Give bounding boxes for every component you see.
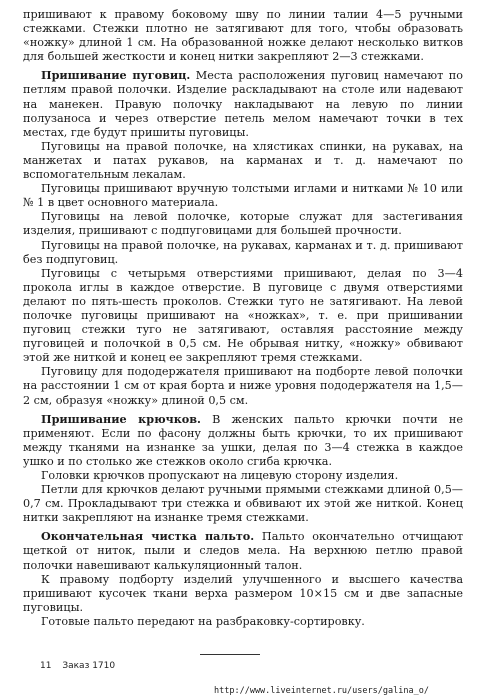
paragraph-text: Пуговицы на правой полочке, на хлястиках спинки, на рукавах, на манжетах и патах рукавов, на карманах и т. д. намечают по вспомогательным лекалам. bbox=[23, 139, 463, 182]
page-body bbox=[23, 8, 463, 629]
paragraph bbox=[23, 140, 463, 182]
paragraph-text: Пальто окончательно отчищают щеткой от ниток, пыли и следов мела. На верхнюю петлю правой полочки навешивают калькуляционный талон. bbox=[23, 530, 464, 572]
page-footer bbox=[40, 661, 115, 671]
paragraph-text: Пуговицы на правой полочке, на рукавах, карманах и т. д. пришивают без подпуговиц. bbox=[23, 238, 463, 266]
paragraph bbox=[23, 615, 463, 629]
paragraph-text: пришивают к правому боковому шву по линии талии 4—5 ручными стежками. Стежки плотно не затягивают для того, чтобы образовать «ножку» длиной 1 см. На образованной ножке делают несколько витков для большей жесткости и конец нитки закрепляют 2—3 стежками. bbox=[23, 8, 463, 64]
paragraph-text: К правому подборту изделий улучшенного и высшего качества пришивают кусочек ткани верха размером 10×15 см и две запасные пуговицы. bbox=[23, 572, 463, 614]
paragraph-text: В женских пальто крючки почти не применяют. Если по фасону должны быть крючки, то их пришивают между тканями на изнанке за ушки, делая по 3—4 стежка в каждое ушко и по столько же стежков около сгиба крючка. bbox=[23, 412, 463, 468]
print-order: Заказ 1710 bbox=[62, 661, 116, 671]
source-url: http://www.liveinternet.ru/users/galina_o/ bbox=[214, 686, 429, 696]
section-paragraph-buttons bbox=[23, 68, 463, 139]
section-paragraph-cleaning bbox=[23, 529, 463, 572]
paragraph-text: Пуговицы пришивают вручную толстыми иглами и нитками № 10 или № 1 в цвет основного материала. bbox=[23, 182, 463, 210]
paragraph bbox=[23, 8, 463, 64]
paragraph bbox=[23, 573, 463, 615]
paragraph-text: Пуговицу для пододержателя пришивают на подборте левой полочки на расстоянии 1 см от края борта и ниже уровня пододержателя на 1,5—2 см, образуя «ножку» длиной 0,5 см. bbox=[23, 365, 463, 407]
section-heading: Окончательная чистка пальто. bbox=[41, 529, 255, 544]
paragraph-text: Пуговицы с четырьмя отверстиями пришивают, делая по 3—4 прокола иглы в каждое отверстие. В пуговице с двумя отверстиями делают по пять-шесть проколов. Стежки туго не затягивают. На левой полочке пуговицы пришивают на «ножках», т. е. при пришивании пуговиц стежки туго не затягивают, оставляя расстояние между пуговицей и полочкой в 0,5 см. Не обрывая нитку, «ножку» обвивают этой же ниткой и конец ее закрепляют тремя стежками. bbox=[23, 266, 463, 365]
paragraph bbox=[23, 210, 463, 238]
footer-divider bbox=[200, 654, 260, 655]
section-paragraph-hooks bbox=[23, 412, 463, 469]
paragraph-text: Места расположения пуговиц намечают по петлям правой полочки. Изделие раскладывают на столе или надевают на манекен. Правую полочку накладывают на левую по линии полузаноса и через отверстие петель мелом намечают точки в тех местах, где будут пришиты пуговицы. bbox=[23, 69, 463, 139]
paragraph-text: Готовые пальто передают на разбраковку-сортировку. bbox=[41, 614, 365, 628]
paragraph-text: Петли для крючков делают ручными прямыми стежками длиной 0,5—0,7 см. Прокладывают три стежка и обвивают их этой же ниткой. Конец нитки закрепляют на изнанке тремя стежками. bbox=[23, 483, 463, 525]
section-heading: Пришивание крючков. bbox=[41, 411, 201, 426]
page-number: 11 bbox=[40, 661, 52, 671]
paragraph bbox=[23, 182, 463, 210]
paragraph bbox=[23, 469, 463, 483]
paragraph bbox=[23, 365, 463, 407]
paragraph bbox=[23, 483, 463, 525]
paragraph-text: Пуговицы на левой полочке, которые служат для застегивания изделия, пришивают с подпуговицами для большей прочности. bbox=[23, 210, 463, 238]
paragraph-text: Головки крючков пропускают на лицевую сторону изделия. bbox=[41, 469, 399, 482]
paragraph bbox=[23, 267, 463, 366]
paragraph bbox=[23, 239, 463, 267]
section-heading: Пришивание пуговиц. bbox=[41, 68, 191, 83]
